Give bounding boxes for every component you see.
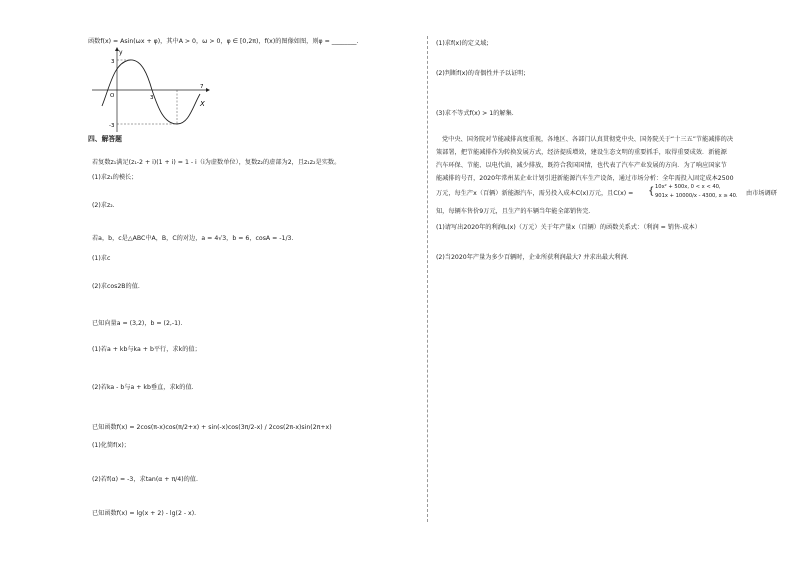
tick-label-3-y: 3 — [111, 59, 115, 65]
q5-part2: (2)判断f(x)的奇偶性并予以证明; — [436, 70, 526, 77]
tick-label-neg3: -3 — [109, 123, 115, 129]
q2-part1: (1)求c — [92, 255, 111, 262]
q4-part1: (1)化简f(x)； — [92, 442, 130, 449]
q6-part1: (1)请写出2020年的利润L(x)（万元）关于年产量x（百辆）的函数关系式：（利润 = 销售-成本） — [436, 224, 701, 231]
column-divider — [427, 36, 428, 522]
q2-intro: 若a，b，c是△ABC中A，B，C的对边，a = 4√3，b = 6，cosA = -1/3. — [92, 235, 294, 242]
q1-part2: (2)求z₂. — [92, 202, 115, 209]
q6-line6: 知，每辆车售价9万元，且生产的车辆当年能全部销售完． — [436, 208, 595, 215]
q6-line4: 能减排的号召，2020年常州某企业计划引进新能源汽车生产设备，通过市场分析：全年需投入固定成本2500 — [436, 175, 734, 182]
question-graph-text: 函数f(x) = Asin(ωx + φ)，其中A > 0，ω > 0，φ ∈ [0,2π)，f(x)的图像如图，则φ = ________. — [88, 38, 359, 45]
q6-part2: (2)当2020年产量为多少百辆时，企业所获利润最大? 并求出最大利润. — [436, 254, 629, 261]
q5-part1: (1)求f(x)的定义域; — [436, 40, 489, 47]
q6-line5-end: 由市场调研 — [746, 190, 777, 197]
q6-line1: 党中央、国务院对节能减排高度重视，各地区、各部门认真贯彻党中央、国务院关于“十三五”节能减排的决 — [442, 136, 734, 143]
q4-part2: (2)若f(α) = -3，求tan(α + π/4)的值. — [92, 476, 198, 483]
section-heading: 四、解答题 — [88, 135, 122, 143]
q1-part1: (1)求z₁的模长； — [92, 174, 138, 181]
q5-part3: (3)求不等式f(x) > 1的解集. — [436, 110, 514, 117]
tick-label-3-x: 3 — [150, 95, 154, 101]
q2-part2: (2)求cos2B的值. — [92, 283, 140, 290]
q6-line2: 策部署，把节能减排作为转换发展方式，经济提质增效，建设生态文明的重要抓手，取得重要成效．新能源 — [436, 149, 727, 156]
q3-intro: 已知向量a = (3,2)，b = (2,-1). — [92, 320, 183, 327]
q4-intro: 已知函数f(x) = 2cos(π-x)cos(π/2+x) + sin(-x)cos(3π/2-x) / 2cos(2π-x)sin(2π+x) — [92, 424, 332, 431]
piecewise-line2: 901x + 10000/x - 4300, x ≥ 40. — [655, 193, 738, 199]
tick-label-7: 7 — [200, 84, 204, 90]
sine-graph — [92, 46, 212, 132]
q6-line3: 汽车环保、节能、以电代油，减少排放，既符合我国国情，也代表了汽车产业发展的方向．为了响应国家节 — [436, 162, 727, 169]
q6-line5-start: 万元，每生产x（百辆）新能源汽车，需另投入成本C(x)万元，且C(x) = — [436, 190, 634, 197]
x-axis-arrow-icon — [206, 88, 210, 92]
y-axis-label: y — [119, 49, 123, 56]
q3-part1: (1)若a + kb与ka + b平行，求k的值； — [92, 346, 201, 353]
q5-intro: 已知函数f(x) = lg(x + 2) - lg(2 - x). — [92, 510, 197, 517]
piecewise-line1: 10x² + 500x, 0 < x < 40, — [655, 184, 721, 190]
x-axis-label: X — [200, 100, 205, 108]
q1-intro: 若复数z₁满足(z₁-2 + i)(1 + i) = 1 - i（i为虚数单位），复数z₂的虚部为2，且z₁z₂是实数。 — [92, 159, 341, 166]
brace-icon: { — [648, 186, 655, 197]
q3-part2: (2)若ka - b与a + kb垂直，求k的值. — [92, 384, 194, 391]
origin-label: O — [110, 93, 115, 99]
